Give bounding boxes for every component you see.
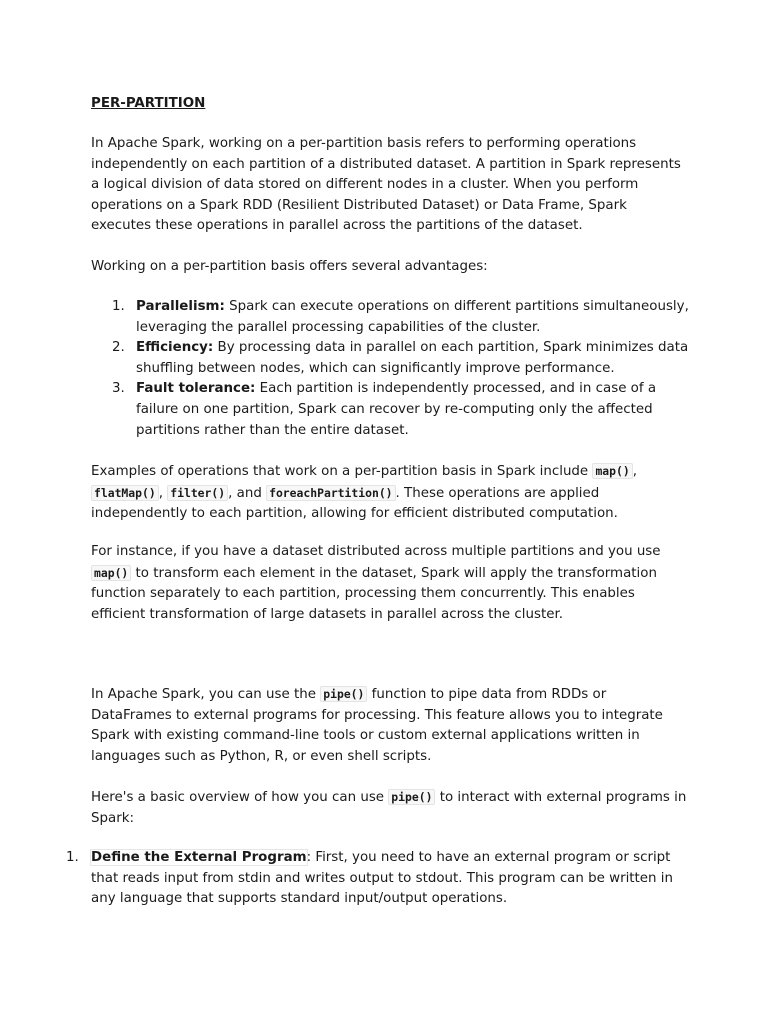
list-number: 3. xyxy=(112,381,125,397)
steps-list xyxy=(66,848,686,910)
pipe-paragraph xyxy=(91,684,691,767)
list-term: Efficiency: xyxy=(136,340,214,356)
advantages-list xyxy=(112,297,692,441)
text-run: For instance, if you have a dataset distributed across multiple partitions and you use xyxy=(91,544,661,559)
code-flatmap: flatMap() xyxy=(91,485,159,501)
text-run: , and xyxy=(228,485,267,501)
text-run: Examples of operations that work on a per-partition basis in Spark include xyxy=(91,464,593,479)
advantages-intro: Working on a per-partition basis offers several advantages: xyxy=(91,259,488,274)
code-map: map() xyxy=(91,565,131,581)
list-term: Define the External Program xyxy=(91,850,307,865)
text-run: to transform each element in the dataset, Spark will apply the transformation function separately to each partition, processing them concurrently. This enables efficient transformation of large datasets in parallel across the cluster. xyxy=(91,565,657,622)
list-number: 1. xyxy=(112,299,125,314)
code-pipe: pipe() xyxy=(320,686,367,702)
instance-paragraph xyxy=(91,542,691,625)
page-title: PER-PARTITION xyxy=(91,96,206,111)
text-run: function to pipe data from RDDs or DataFrames to external programs for processing. This feature allows you to integrate Spark with existing command-line tools or custom external applications written in languages such as Python, R, or even shell scripts. xyxy=(91,687,663,764)
text-run: , xyxy=(158,485,168,501)
list-text: : First, you need to have an external program or script that reads input from stdin and writes output to stdout. This program can be written in any language that supports standard input/output operations. xyxy=(91,850,673,907)
intro-paragraph: In Apache Spark, working on a per-partition basis refers to performing operations independently on each partition of a distributed dataset. A partition in Spark represents a logical division of data stored on different nodes in a cluster. When you perform operations on a Spark RDD (Resilient Distributed Dataset) or Data Frame, Spark executes these operations in parallel across the partitions of the dataset. xyxy=(91,136,681,234)
list-item xyxy=(66,848,686,910)
examples-paragraph xyxy=(91,461,691,525)
text-run: to interact with external programs in Spark: xyxy=(91,790,687,826)
list-item xyxy=(112,297,692,338)
text-run: , xyxy=(632,464,637,479)
list-text: Each partition is independently processed, and in case of a failure on one partition, Spark can recover by re-computing only the affected partitions rather than the entire dataset. xyxy=(136,381,657,438)
code-pipe: pipe() xyxy=(388,789,435,805)
list-term: Parallelism: xyxy=(136,299,225,314)
code-foreachpartition: foreachPartition() xyxy=(266,485,395,501)
text-run: . These operations are applied independently to each partition, allowing for efficient distributed computation. xyxy=(91,485,618,522)
list-text: Spark can execute operations on different partitions simultaneously, leveraging the parallel processing capabilities of the cluster. xyxy=(136,299,689,335)
list-item xyxy=(112,338,692,379)
list-number: 1. xyxy=(66,850,79,865)
overview-paragraph xyxy=(91,787,691,829)
code-map: map() xyxy=(592,463,632,479)
list-term: Fault tolerance: xyxy=(136,381,256,397)
list-number: 2. xyxy=(112,340,125,356)
code-filter: filter() xyxy=(167,485,228,501)
text-run: In Apache Spark, you can use the xyxy=(91,687,321,702)
list-item xyxy=(112,379,692,441)
list-text: By processing data in parallel on each partition, Spark minimizes data shuffling between nodes, which can significantly improve performance. xyxy=(136,340,689,376)
text-run: Here's a basic overview of how you can use xyxy=(91,790,389,805)
